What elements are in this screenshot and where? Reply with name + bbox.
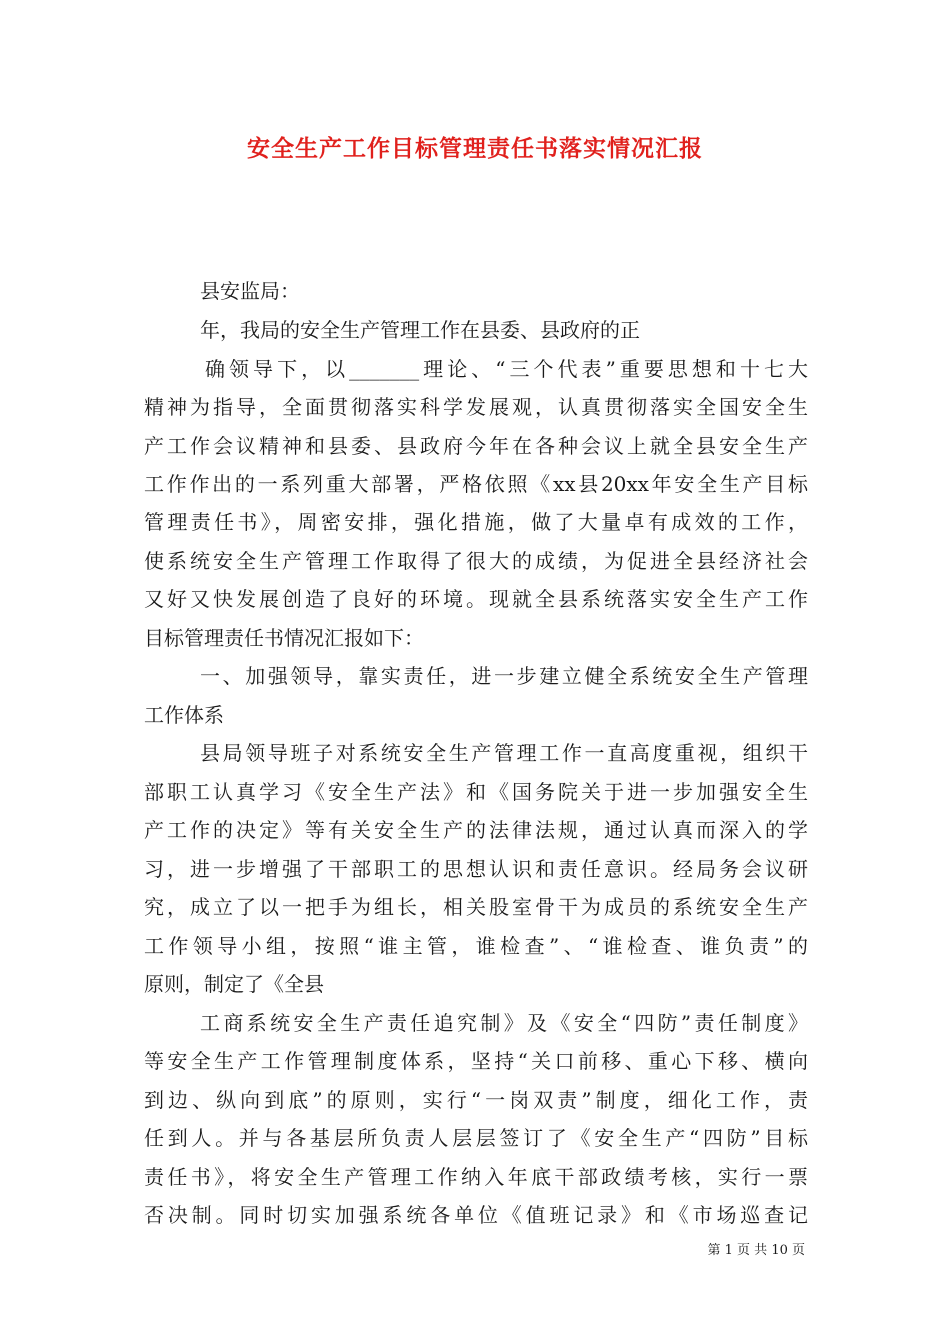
body-line: 目标管理责任书情况汇报如下： — [144, 626, 424, 650]
body-line: 产工作会议精神和县委、县政府今年在各种会议上就全县安全生产 — [144, 434, 808, 458]
body-line: 习，进一步增强了干部职工的思想认识和责任意识。经局务会议研 — [144, 857, 808, 881]
body-line: 原则，制定了《全县 — [144, 972, 324, 996]
body-line: 县局领导班子对系统安全生产管理工作一直高度重视，组织干 — [200, 741, 808, 765]
body-line: 产工作的决定》等有关安全生产的法律法规，通过认真而深入的学 — [144, 818, 808, 842]
body-line: 等安全生产工作管理制度体系，坚持“关口前移、重心下移、横向 — [144, 1049, 808, 1073]
salutation-line: 县安监局： — [200, 279, 300, 303]
body-line: 确领导下，以_______理论、“三个代表”重要思想和十七大 — [205, 357, 808, 381]
page-indicator: 第 1 页 共 10 页 — [707, 1243, 805, 1258]
section-heading-line: 工作体系 — [144, 703, 224, 727]
body-line: 工商系统安全生产责任追究制》及《安全“四防”责任制度》 — [200, 1011, 808, 1035]
body-line: 否决制。同时切实加强系统各单位《值班记录》和《市场巡查记 — [144, 1203, 808, 1227]
body-line: 精神为指导，全面贯彻落实科学发展观，认真贯彻落实全国安全生 — [144, 395, 808, 419]
body-line: 工作领导小组，按照“谁主管，谁检查”、“谁检查、谁负责”的 — [144, 934, 808, 958]
body-line: 部职工认真学习《安全生产法》和《国务院关于进一步加强安全生 — [144, 780, 808, 804]
body-line: 管理责任书》，周密安排，强化措施，做了大量卓有成效的工作， — [144, 510, 808, 534]
body-line: 到边、纵向到底”的原则，实行“一岗双责”制度，细化工作，责 — [144, 1088, 808, 1112]
body-line: 又好又快发展创造了良好的环境。现就全县系统落实安全生产工作 — [144, 587, 808, 611]
section-heading-line: 一、加强领导，靠实责任，进一步建立健全系统安全生产管理 — [200, 664, 808, 688]
body-line: 任到人。并与各基层所负责人层层签订了《安全生产“四防”目标 — [144, 1126, 808, 1150]
body-line: 工作作出的一系列重大部署，严格依照《xx县20xx年安全生产目标 — [144, 472, 808, 496]
body-line: 究，成立了以一把手为组长，相关股室骨干为成员的系统安全生产 — [144, 895, 808, 919]
document-title: 安全生产工作目标管理责任书落实情况汇报 — [247, 135, 703, 162]
body-line: 使系统安全生产管理工作取得了很大的成绩，为促进全县经济社会 — [144, 549, 808, 573]
body-line: 责任书》，将安全生产管理工作纳入年底干部政绩考核，实行一票 — [144, 1165, 808, 1189]
body-line: 年，我局的安全生产管理工作在县委、县政府的正 — [200, 318, 640, 342]
